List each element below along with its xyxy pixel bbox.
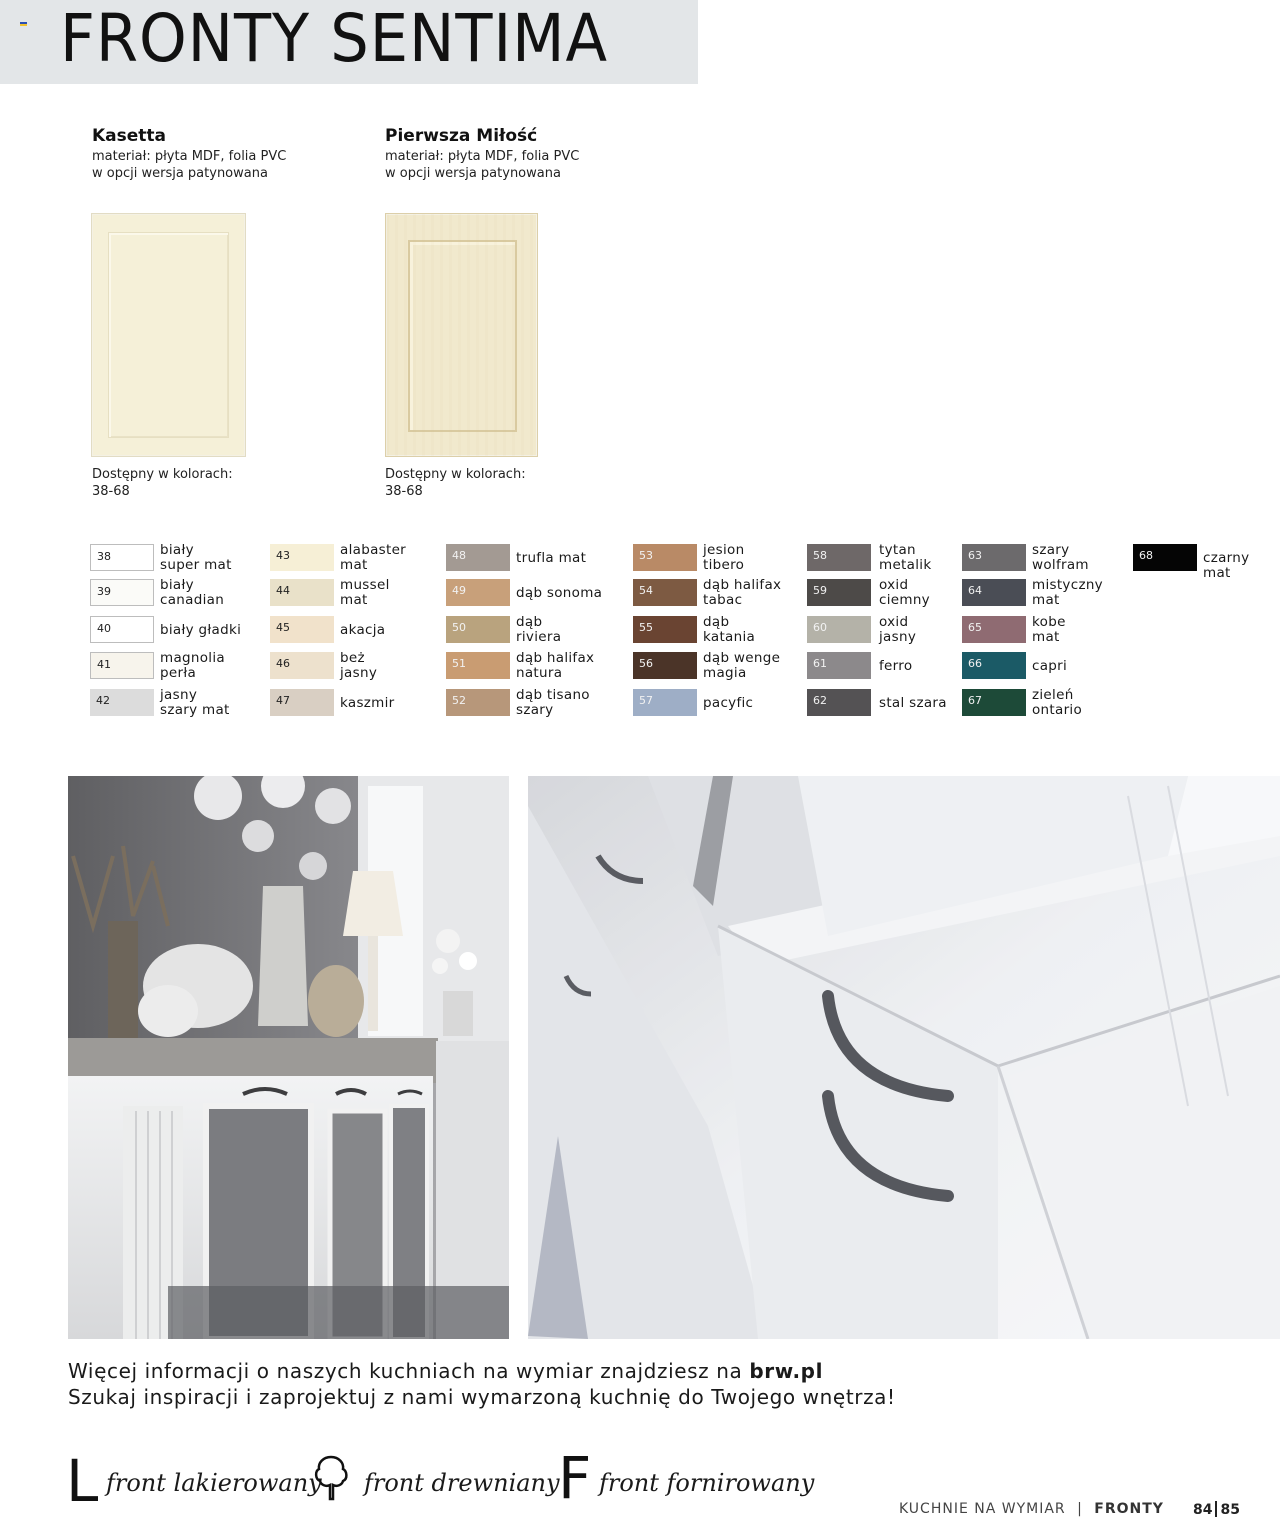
swatch-label	[516, 551, 586, 566]
cabinet-handles-illustration	[528, 776, 1280, 1339]
color-swatch-49	[446, 579, 510, 606]
swatch-label-line2: mat	[1032, 628, 1060, 645]
footer-category: FRONTY	[1094, 1501, 1164, 1517]
page-numbers	[1193, 1501, 1240, 1518]
swatch-label-line2: perła	[160, 664, 197, 681]
color-swatch-56	[633, 652, 697, 679]
swatch-number: 49	[452, 584, 466, 597]
legend-label-lacquered: front lakierowany	[106, 1469, 322, 1497]
info-line-2: Szukaj inspiracji i zaprojektuj z nami wymarzoną kuchnię do Twojego wnętrza!	[68, 1385, 896, 1409]
swatch-label-line2: jasny	[340, 664, 378, 681]
swatch-number: 65	[968, 621, 982, 634]
swatch-label-line2: riviera	[516, 628, 562, 645]
color-swatch-54	[633, 579, 697, 606]
color-swatch-66	[962, 652, 1026, 679]
swatch-label-line2: wolfram	[1032, 556, 1089, 573]
swatch-label	[516, 651, 594, 680]
swatch-number: 48	[452, 549, 466, 562]
swatch-label	[160, 578, 224, 607]
swatch-label-line1: zieleń	[1032, 687, 1074, 703]
swatch-label-line1: jasny	[160, 687, 198, 703]
swatch-label	[160, 688, 230, 717]
swatch-number: 56	[639, 657, 653, 670]
color-swatch-47	[270, 689, 334, 716]
swatch-label-line1: dąb sonoma	[516, 585, 603, 601]
swatch-number: 60	[813, 621, 827, 634]
swatch-label-line1: oxid	[879, 614, 909, 630]
swatch-label-line1: dąb halifax	[516, 650, 595, 666]
swatch-label-line1: kaszmir	[340, 695, 395, 711]
swatch-label	[1032, 578, 1103, 607]
color-swatch-68	[1133, 544, 1197, 571]
color-swatch-44	[270, 579, 334, 606]
color-swatch-60	[807, 616, 871, 643]
color-swatch-51	[446, 652, 510, 679]
swatch-label-line1: dąb halifax	[703, 577, 782, 593]
product-material: materiał: płyta MDF, folia PVC	[92, 149, 287, 164]
swatch-number: 55	[639, 621, 653, 634]
swatch-label	[703, 651, 780, 680]
swatch-number: 43	[276, 549, 290, 562]
color-swatch-39	[90, 579, 154, 606]
flag-icon	[20, 22, 27, 27]
footer-separator: |	[1077, 1501, 1083, 1517]
swatch-label-line2: natura	[516, 664, 563, 681]
color-swatch-67	[962, 689, 1026, 716]
swatch-label-line2: tabac	[703, 591, 743, 608]
availability-label: Dostępny w kolorach:	[92, 467, 233, 482]
door-image-pierwsza-milosc	[385, 213, 538, 457]
availability-label: Dostępny w kolorach:	[385, 467, 526, 482]
kitchen-photo-sideboard	[68, 776, 509, 1339]
swatch-label-line1: biały gładki	[160, 622, 242, 638]
swatch-label-line2: katania	[703, 628, 756, 645]
swatch-number: 44	[276, 584, 290, 597]
swatch-label-line1: mussel	[340, 577, 390, 593]
swatch-number: 68	[1139, 549, 1153, 562]
swatch-label-line1: biały	[160, 577, 194, 593]
swatch-label	[516, 688, 590, 717]
footer-section: KUCHNIE NA WYMIAR	[899, 1501, 1066, 1517]
swatch-number: 54	[639, 584, 653, 597]
color-swatch-46	[270, 652, 334, 679]
swatch-number: 61	[813, 657, 827, 670]
swatch-label-line1: jesion	[703, 542, 745, 558]
product-name-pierwsza-milosc: Pierwsza Miłość	[385, 126, 538, 146]
swatch-label-line2: mat	[340, 591, 368, 608]
swatch-label-line1: beż	[340, 650, 365, 666]
swatch-number: 38	[97, 550, 111, 563]
product-option: w opcji wersja patynowana	[385, 166, 561, 181]
color-swatch-48	[446, 544, 510, 571]
sideboard-illustration	[68, 776, 509, 1339]
swatch-label	[703, 615, 755, 644]
swatch-label	[340, 696, 395, 711]
page-title: FRONTY SENTIMA	[60, 0, 608, 77]
swatch-number: 42	[96, 694, 110, 707]
swatch-label	[879, 659, 912, 674]
swatch-number: 53	[639, 549, 653, 562]
swatch-label-line1: ferro	[879, 658, 913, 674]
swatch-label	[160, 623, 241, 638]
lacquered-symbol: L	[66, 1447, 99, 1515]
swatch-label-line1: kobe	[1032, 614, 1066, 630]
swatch-label	[516, 615, 561, 644]
color-swatch-65	[962, 616, 1026, 643]
swatch-number: 51	[452, 657, 466, 670]
color-swatch-42	[90, 689, 154, 716]
color-swatch-50	[446, 616, 510, 643]
swatch-label	[340, 623, 385, 638]
color-swatch-52	[446, 689, 510, 716]
swatch-label-line1: oxid	[879, 577, 909, 593]
swatch-label-line1: dąb wenge	[703, 650, 781, 666]
swatch-label	[879, 696, 947, 711]
swatch-label-line2: szary	[516, 701, 554, 718]
swatch-label-line2: metalik	[879, 556, 932, 573]
door-image-kasetta	[91, 213, 246, 457]
swatch-label-line2: magia	[703, 664, 747, 681]
swatch-label-line2: jasny	[879, 628, 917, 645]
swatch-number: 63	[968, 549, 982, 562]
page-number-right: 85	[1220, 1502, 1240, 1518]
swatch-number: 46	[276, 657, 290, 670]
color-swatch-45	[270, 616, 334, 643]
swatch-number: 64	[968, 584, 982, 597]
swatch-label	[1032, 543, 1089, 572]
color-swatch-61	[807, 652, 871, 679]
swatch-number: 58	[813, 549, 827, 562]
swatch-number: 41	[97, 658, 111, 671]
color-swatch-40	[90, 616, 154, 643]
swatch-label	[879, 543, 931, 572]
swatch-number: 50	[452, 621, 466, 634]
swatch-label-line2: ontario	[1032, 701, 1083, 718]
legend-label-veneered: front fornirowany	[599, 1469, 815, 1497]
swatch-label	[1032, 615, 1066, 644]
color-swatch-38	[90, 544, 154, 571]
color-swatch-58	[807, 544, 871, 571]
color-swatch-41	[90, 652, 154, 679]
swatch-label	[1032, 659, 1067, 674]
availability-range: 38-68	[92, 484, 130, 499]
swatch-label-line2: szary mat	[160, 701, 230, 718]
swatch-label-line1: akacja	[340, 622, 386, 638]
swatch-label-line1: dąb	[703, 614, 730, 630]
info-line-1	[68, 1358, 823, 1384]
swatch-number: 62	[813, 694, 827, 707]
product-name-kasetta: Kasetta	[92, 126, 167, 146]
swatch-label-line2: mat	[1032, 591, 1060, 608]
veneered-symbol: F	[558, 1444, 592, 1512]
footer-breadcrumb	[899, 1501, 1164, 1517]
swatch-label-line1: trufla mat	[516, 550, 587, 566]
legend-label-wooden: front drewniany	[364, 1469, 560, 1497]
website-link[interactable]: brw.pl	[749, 1359, 824, 1383]
swatch-label-line1: czarny mat	[1203, 550, 1250, 581]
color-swatch-53	[633, 544, 697, 571]
swatch-label	[879, 615, 916, 644]
swatch-label-line2: super mat	[160, 556, 232, 573]
swatch-number: 52	[452, 694, 466, 707]
swatch-label-line1: magnolia	[160, 650, 225, 666]
swatch-label-line1: alabaster	[340, 542, 407, 558]
swatch-label	[160, 543, 232, 572]
color-swatch-43	[270, 544, 334, 571]
swatch-label-line1: szary	[1032, 542, 1070, 558]
swatch-label-line1: stal szara	[879, 695, 947, 711]
swatch-number: 66	[968, 657, 982, 670]
swatch-label	[703, 578, 781, 607]
availability-range: 38-68	[385, 484, 423, 499]
swatch-label	[516, 586, 602, 601]
swatch-number: 57	[639, 694, 653, 707]
swatch-label	[703, 696, 753, 711]
swatch-label	[879, 578, 930, 607]
swatch-label	[1203, 551, 1280, 580]
swatch-label	[340, 578, 390, 607]
info-text: Więcej informacji o naszych kuchniach na wymiar znajdziesz na	[68, 1359, 750, 1383]
color-swatch-55	[633, 616, 697, 643]
swatch-number: 39	[97, 585, 111, 598]
color-swatch-63	[962, 544, 1026, 571]
color-swatch-59	[807, 579, 871, 606]
color-swatch-62	[807, 689, 871, 716]
swatch-label-line1: dąb tisano	[516, 687, 590, 703]
swatch-label-line1: mistyczny	[1032, 577, 1103, 593]
swatch-number: 47	[276, 694, 290, 707]
swatch-number: 40	[97, 622, 111, 635]
swatch-number: 59	[813, 584, 827, 597]
swatch-label	[160, 651, 225, 680]
kitchen-photo-handles	[528, 776, 1280, 1339]
swatch-label-line1: dąb	[516, 614, 543, 630]
color-swatch-57	[633, 689, 697, 716]
swatch-label	[340, 651, 377, 680]
page-number-left: 84	[1193, 1502, 1213, 1518]
swatch-label-line1: biały	[160, 542, 194, 558]
swatch-label-line2: tibero	[703, 556, 745, 573]
swatch-label-line1: tytan	[879, 542, 916, 558]
swatch-label	[1032, 688, 1082, 717]
swatch-label-line2: mat	[340, 556, 368, 573]
swatch-label-line1: capri	[1032, 658, 1068, 674]
product-option: w opcji wersja patynowana	[92, 166, 268, 181]
tree-icon	[313, 1454, 349, 1502]
swatch-label-line2: canadian	[160, 591, 225, 608]
swatch-number: 45	[276, 621, 290, 634]
swatch-number: 67	[968, 694, 982, 707]
swatch-label-line1: pacyfic	[703, 695, 754, 711]
swatch-label-line2: ciemny	[879, 591, 930, 608]
swatch-label	[703, 543, 744, 572]
swatch-label	[340, 543, 406, 572]
color-swatch-64	[962, 579, 1026, 606]
product-material: materiał: płyta MDF, folia PVC	[385, 149, 580, 164]
